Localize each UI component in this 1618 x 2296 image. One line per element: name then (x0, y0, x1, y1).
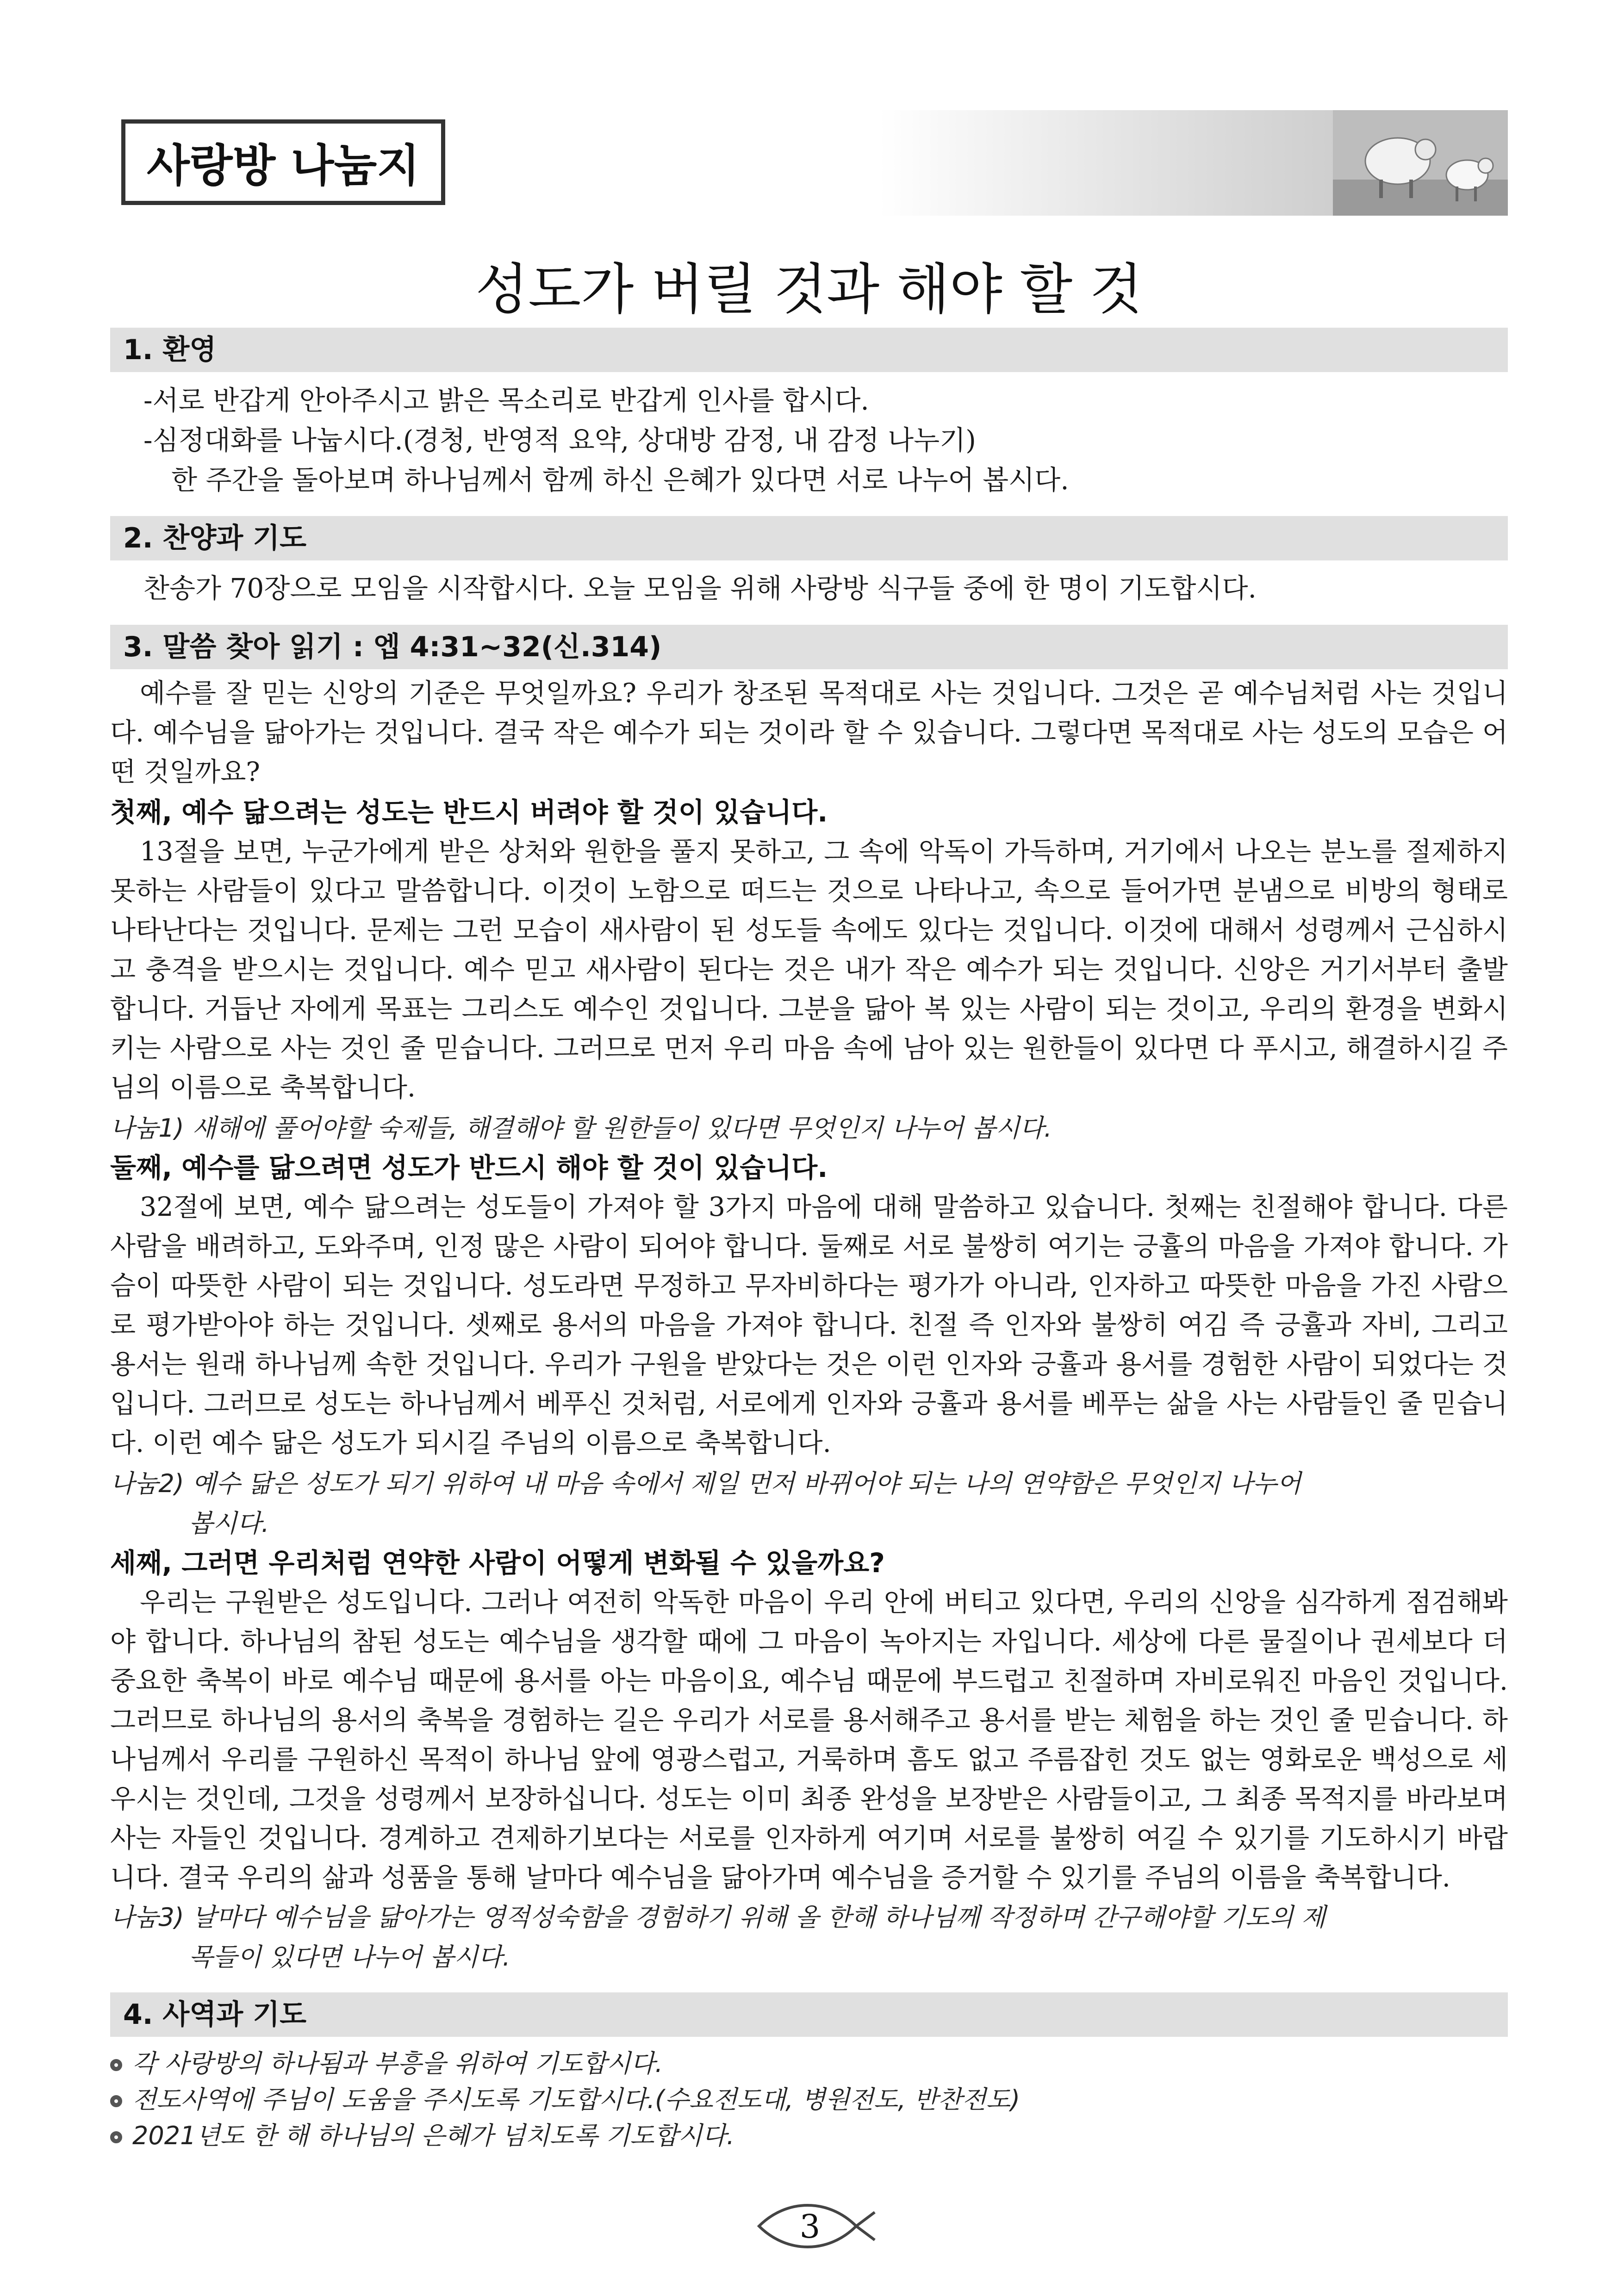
sheep-photo-icon (1333, 110, 1508, 216)
second-point-body (110, 1188, 1508, 1463)
share-question-1: 나눔1) 새해에 풀어야할 숙제들, 해결해야 할 원한들이 있다면 무엇인지 나누어 봅시다. (110, 1114, 1052, 1143)
praise-text: 찬송가 70장으로 모임을 시작합시다. 오늘 모임을 위해 사랑방 식구들 중에 한 명이 기도합시다. (143, 572, 1257, 604)
first-point-body (110, 832, 1508, 1108)
section-heading-ministry: 4. 사역과 기도 (110, 1992, 1508, 2037)
share-question-2 (110, 1464, 1508, 1543)
page-title: 성도가 버릴 것과 해야 할 것 (475, 257, 1143, 321)
third-point-heading: 세째, 그러면 우리처럼 연약한 사람이 어떻게 변화될 수 있을까요? (110, 1547, 885, 1579)
first-point-text: 13절을 보면, 누군가에게 받은 상처와 원한을 풀지 못하고, 그 속에 악독이 가득하며, 거기에서 나오는 분노를 절제하지 못하는 사람들이 있다고 말씀합니다. 이것이 노함으로 떠드는 것으로 나타나고, 속으로 들어가면 분냄으로 비방의 형태로 나타난다는 것입니다. 문제는 그런 모습이 새사람이 된 성도들 속에도 있다는 것입니다. 이것에 대해서 성령께서 근심하시고 충격을 받으시는 것입니다. 예수 믿고 새사람이 된다는 것은 내가 작은 예수가 되는 것입니다. 신앙은 거기서부터 출발합니다. 거듭난 자에게 목표는 그리스도 예수인 것입니다. 그분을 닮아 복 있는 사람이 되는 것이고, 우리의 환경을 변화시키는 사람으로 사는 것인 줄 믿습니다. 그러므로 먼저 우리 마음 속에 남아 있는 원한들이 있다면 다 푸시고, 해결하시길 주님의 이름으로 축복합니다. (110, 836, 1508, 1103)
section-heading-welcome: 1. 환영 (110, 328, 1508, 372)
third-point-body (110, 1583, 1508, 1898)
prayer-item-text: 2021년도 한 해 하나님의 은혜가 넘치도록 기도합시다. (132, 2121, 734, 2150)
share-question-3 (110, 1898, 1508, 1977)
header-label: 사랑방 나눔지 (121, 119, 445, 205)
third-point-text: 우리는 구원받은 성도입니다. 그러나 여전히 악독한 마음이 우리 안에 버티고 있다면, 우리의 신앙을 심각하게 점검해봐야 합니다. 하나님의 참된 성도는 예수님을 생각할 때에 그 마음이 녹아지는 자입니다. 세상에 다른 물질이나 권세보다 더 중요한 축복이 바로 예수님 때문에 용서를 아는 마음이요, 예수님 때문에 부드럽고 친절하며 자비로워진 마음인 것입니다. 그러므로 하나님의 용서의 축복을 경험하는 길은 우리가 서로를 용서해주고 용서를 받는 체험을 하는 것인 줄 믿습니다. 하나님께서 우리를 구원하신 목적이 하나님 앞에 영광스럽고, 거룩하며 흠도 없고 주름잡힌 것도 없는 영화로운 백성으로 세우시는 것인데, 그것을 성령께서 보장하십니다. 성도는 이미 최종 완성을 보장받은 사람들이고, 그 최종 목적지를 바라보며 사는 자들인 것입니다. 경계하고 견제하기보다는 서로를 인자하게 여기며 서로를 불쌍히 여길 수 있기를 기도하시기 바랍니다. 결국 우리의 삶과 성품을 통해 날마다 예수님을 닮아가며 예수님을 증거할 수 있기를 주님의 이름을 축복합니다. (110, 1587, 1508, 1893)
page-number: 3 (799, 2208, 821, 2246)
share-question-3-line-2: 목들이 있다면 나누어 봅시다. (189, 1942, 510, 1972)
prayer-item-text: 각 사랑방의 하나됨과 부흥을 위하여 기도합시다. (132, 2049, 663, 2078)
section-heading-scripture: 3. 말씀 찾아 읽기 : 엡 4:31~32(신.314) (110, 625, 1508, 669)
welcome-line-3: 한 주간을 돌아보며 하나님께서 함께 하신 은혜가 있다면 서로 나누어 봅시다. (171, 464, 1069, 496)
second-point-text: 32절에 보면, 예수 닮으려는 성도들이 가져야 할 3가지 마음에 대해 말씀하고 있습니다. 첫째는 친절해야 합니다. 다른 사람을 배려하고, 도와주며, 인정 많은 사람이 되어야 합니다. 둘째로 서로 불쌍히 여기는 긍휼의 마음을 가져야 합니다. 가슴이 따뜻한 사람이 되는 것입니다. 성도라면 무정하고 무자비하다는 평가가 아니라, 인자하고 따뜻한 마음을 가진 사람으로 평가받아야 하는 것입니다. 셋째로 용서의 마음을 가져야 합니다. 친절 즉 인자와 불쌍히 여김 즉 긍휼과 자비, 그리고 용서는 원래 하나님께 속한 것입니다. 우리가 구원을 받았다는 것은 이런 인자와 긍휼과 용서를 경험한 사람이 되었다는 것입니다. 그러므로 성도는 하나님께서 베푸신 것처럼, 서로에게 인자와 긍휼과 용서를 베푸는 삶을 사는 사람들인 줄 믿습니다. 이런 예수 닮은 성도가 되시길 주님의 이름으로 축복합니다. (110, 1192, 1508, 1458)
welcome-line-1: -서로 반갑게 안아주시고 밝은 목소리로 반갑게 인사를 합시다. (143, 385, 869, 416)
first-point-heading: 첫째, 예수 닮으려는 성도는 반드시 버려야 할 것이 있습니다. (110, 796, 828, 828)
share-question-2-line-1: 나눔2) 예수 닮은 성도가 되기 위하여 내 마음 속에서 제일 먼저 바뀌어야 되는 나의 연약함은 무엇인지 나누어 (110, 1469, 1301, 1498)
prayer-item (110, 2082, 1508, 2118)
ring-bullet-icon (110, 2095, 122, 2107)
prayer-item (110, 2046, 1508, 2082)
ring-bullet-icon (110, 2131, 122, 2143)
scripture-intro (110, 674, 1508, 792)
prayer-item-text: 전도사역에 주님이 도움을 주시도록 기도합시다.(수요전도대, 병원전도, 반찬전도) (132, 2085, 1021, 2114)
second-point-heading: 둘째, 예수를 닮으려면 성도가 반드시 해야 할 것이 있습니다. (110, 1152, 828, 1183)
ring-bullet-icon (110, 2059, 122, 2071)
share-question-2-line-2: 봅시다. (189, 1509, 269, 1538)
prayer-item (110, 2118, 1508, 2154)
scripture-intro-text: 예수를 잘 믿는 신앙의 기준은 무엇일까요? 우리가 창조된 목적대로 사는 것입니다. 그것은 곧 예수님처럼 사는 것입니다. 예수님을 닮아가는 것입니다. 결국 작은 예수가 되는 것이라 할 수 있습니다. 그렇다면 목적대로 사는 성도의 모습은 어떤 것일까요? (110, 678, 1508, 787)
section-heading-praise: 2. 찬양과 기도 (110, 516, 1508, 560)
welcome-line-2: -심정대화를 나눕시다.(경청, 반영적 요약, 상대방 감정, 내 감정 나누기) (143, 424, 976, 456)
share-question-3-line-1: 나눔3) 날마다 예수님을 닮아가는 영적성숙함을 경험하기 위해 올 한해 하나님께 작정하며 간구해야할 기도의 제 (110, 1903, 1326, 1932)
